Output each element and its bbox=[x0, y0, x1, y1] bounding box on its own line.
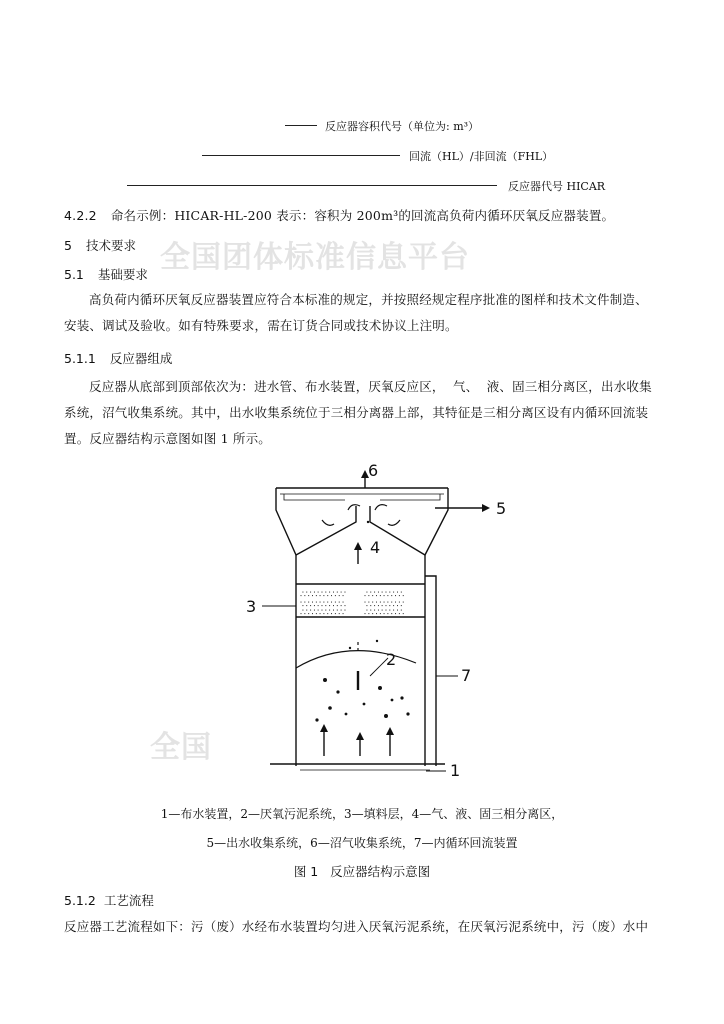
watermark-text-partial: 全国 bbox=[150, 730, 212, 765]
label-6: 6 bbox=[368, 461, 379, 480]
sludge-bed-curve bbox=[296, 651, 416, 668]
paragraph-line: 系统，沼气收集系统。其中，出水收集系统位于三相分离器上部，其特征是三相分离区设有内循环回流装 bbox=[64, 405, 649, 420]
figure-legend-line-1: 1—布水装置，2—厌氧污泥系统，3—填料层，4—气、液、固三相分离区， bbox=[160, 807, 564, 821]
top-right-wall bbox=[425, 488, 448, 555]
clause-text: 命名示例：HICAR-HL-200 表示：容积为 200m³的回流高负荷内循环厌氧反应器装置。 bbox=[110, 208, 615, 223]
label-7: 7 bbox=[461, 666, 472, 685]
section-number: 5.1.2 bbox=[64, 893, 96, 908]
svg-text:∵∴∵∴∵∴∵: ∵∴∵∴∵∴∵ bbox=[364, 600, 405, 610]
label-1: 1 bbox=[450, 761, 461, 780]
figure-title: 图 1 反应器结构示意图 bbox=[293, 864, 431, 879]
section-number: 5 bbox=[64, 238, 72, 253]
clause-4-2-2 bbox=[64, 203, 614, 229]
paragraph-line: 高负荷内循环厌氧反应器装置应符合本标准的规定，并按照经规定程序批准的图样和技术文件制造、 bbox=[89, 292, 648, 307]
section-title: 反应器组成 bbox=[109, 351, 173, 366]
svg-text:∴∵∴∵∴∵∴∵: ∴∵∴∵∴∵∴∵ bbox=[300, 608, 346, 618]
top-left-wall bbox=[276, 488, 296, 555]
code-line-reflux: 回流（HL）/非回流（FHL） bbox=[409, 150, 554, 163]
section-title: 工艺流程 bbox=[103, 893, 154, 908]
code-rule-2 bbox=[202, 155, 400, 156]
section-5-1-paragraph bbox=[64, 287, 664, 339]
section-5-heading bbox=[64, 236, 136, 254]
section-5-1-heading bbox=[64, 265, 148, 283]
svg-text:∴∵∴∵∴∵∴: ∴∵∴∵∴∵∴ bbox=[364, 608, 405, 618]
figure-legend-line-2: 5—出水收集系统，6—沼气收集系统，7—内循环回流装置 bbox=[206, 836, 518, 850]
section-title: 基础要求 bbox=[97, 267, 148, 282]
code-rule-3 bbox=[127, 185, 497, 186]
code-line-volume: 反应器容积代号（单位为: m³） bbox=[325, 120, 480, 133]
label-2: 2 bbox=[386, 650, 397, 669]
label-4: 4 bbox=[370, 538, 381, 557]
label-5: 5 bbox=[496, 499, 507, 518]
section-5-1-2-paragraph: 反应器工艺流程如下：污（废）水经布水装置均匀进入厌氧污泥系统，在厌氧污泥系统中，污（废）水中 bbox=[64, 919, 649, 934]
code-rule-1 bbox=[285, 125, 317, 126]
reactor-diagram bbox=[240, 458, 520, 788]
svg-text:∵∴∵∴∵∴∵∴: ∵∴∵∴∵∴∵∴ bbox=[300, 600, 346, 610]
recirculation-pipe bbox=[425, 576, 436, 766]
section-number: 5.1.1 bbox=[64, 351, 96, 366]
code-line-reactor: 反应器代号 HICAR bbox=[508, 180, 606, 193]
section-5-1-1-paragraph bbox=[64, 374, 664, 452]
svg-text:∴∵∴∵∴∵∴∵: ∴∵∴∵∴∵∴∵ bbox=[300, 590, 346, 600]
paragraph-line: 置。反应器结构示意图如图 1 所示。 bbox=[64, 431, 272, 446]
section-title: 技术要求 bbox=[85, 238, 136, 253]
watermark-text: 全国团体标准信息平台 bbox=[160, 240, 470, 275]
clause-number: 4.2.2 bbox=[64, 208, 97, 223]
separator-left bbox=[296, 506, 356, 555]
section-5-1-2-heading bbox=[64, 891, 154, 909]
paragraph-line: 安装、调试及验收。如有特殊要求，需在订货合同或技术协议上注明。 bbox=[64, 318, 458, 333]
svg-text:∴∵∴∵∴∵∴: ∴∵∴∵∴∵∴ bbox=[364, 590, 405, 600]
label-3: 3 bbox=[246, 597, 257, 616]
section-5-1-1-heading bbox=[64, 349, 172, 367]
section-number: 5.1 bbox=[64, 267, 84, 282]
paragraph-line: 反应器从底部到顶部依次为：进水管、布水装置，厌氧反应区， 气、 液、固三相分离区，出水收集 bbox=[89, 379, 652, 394]
